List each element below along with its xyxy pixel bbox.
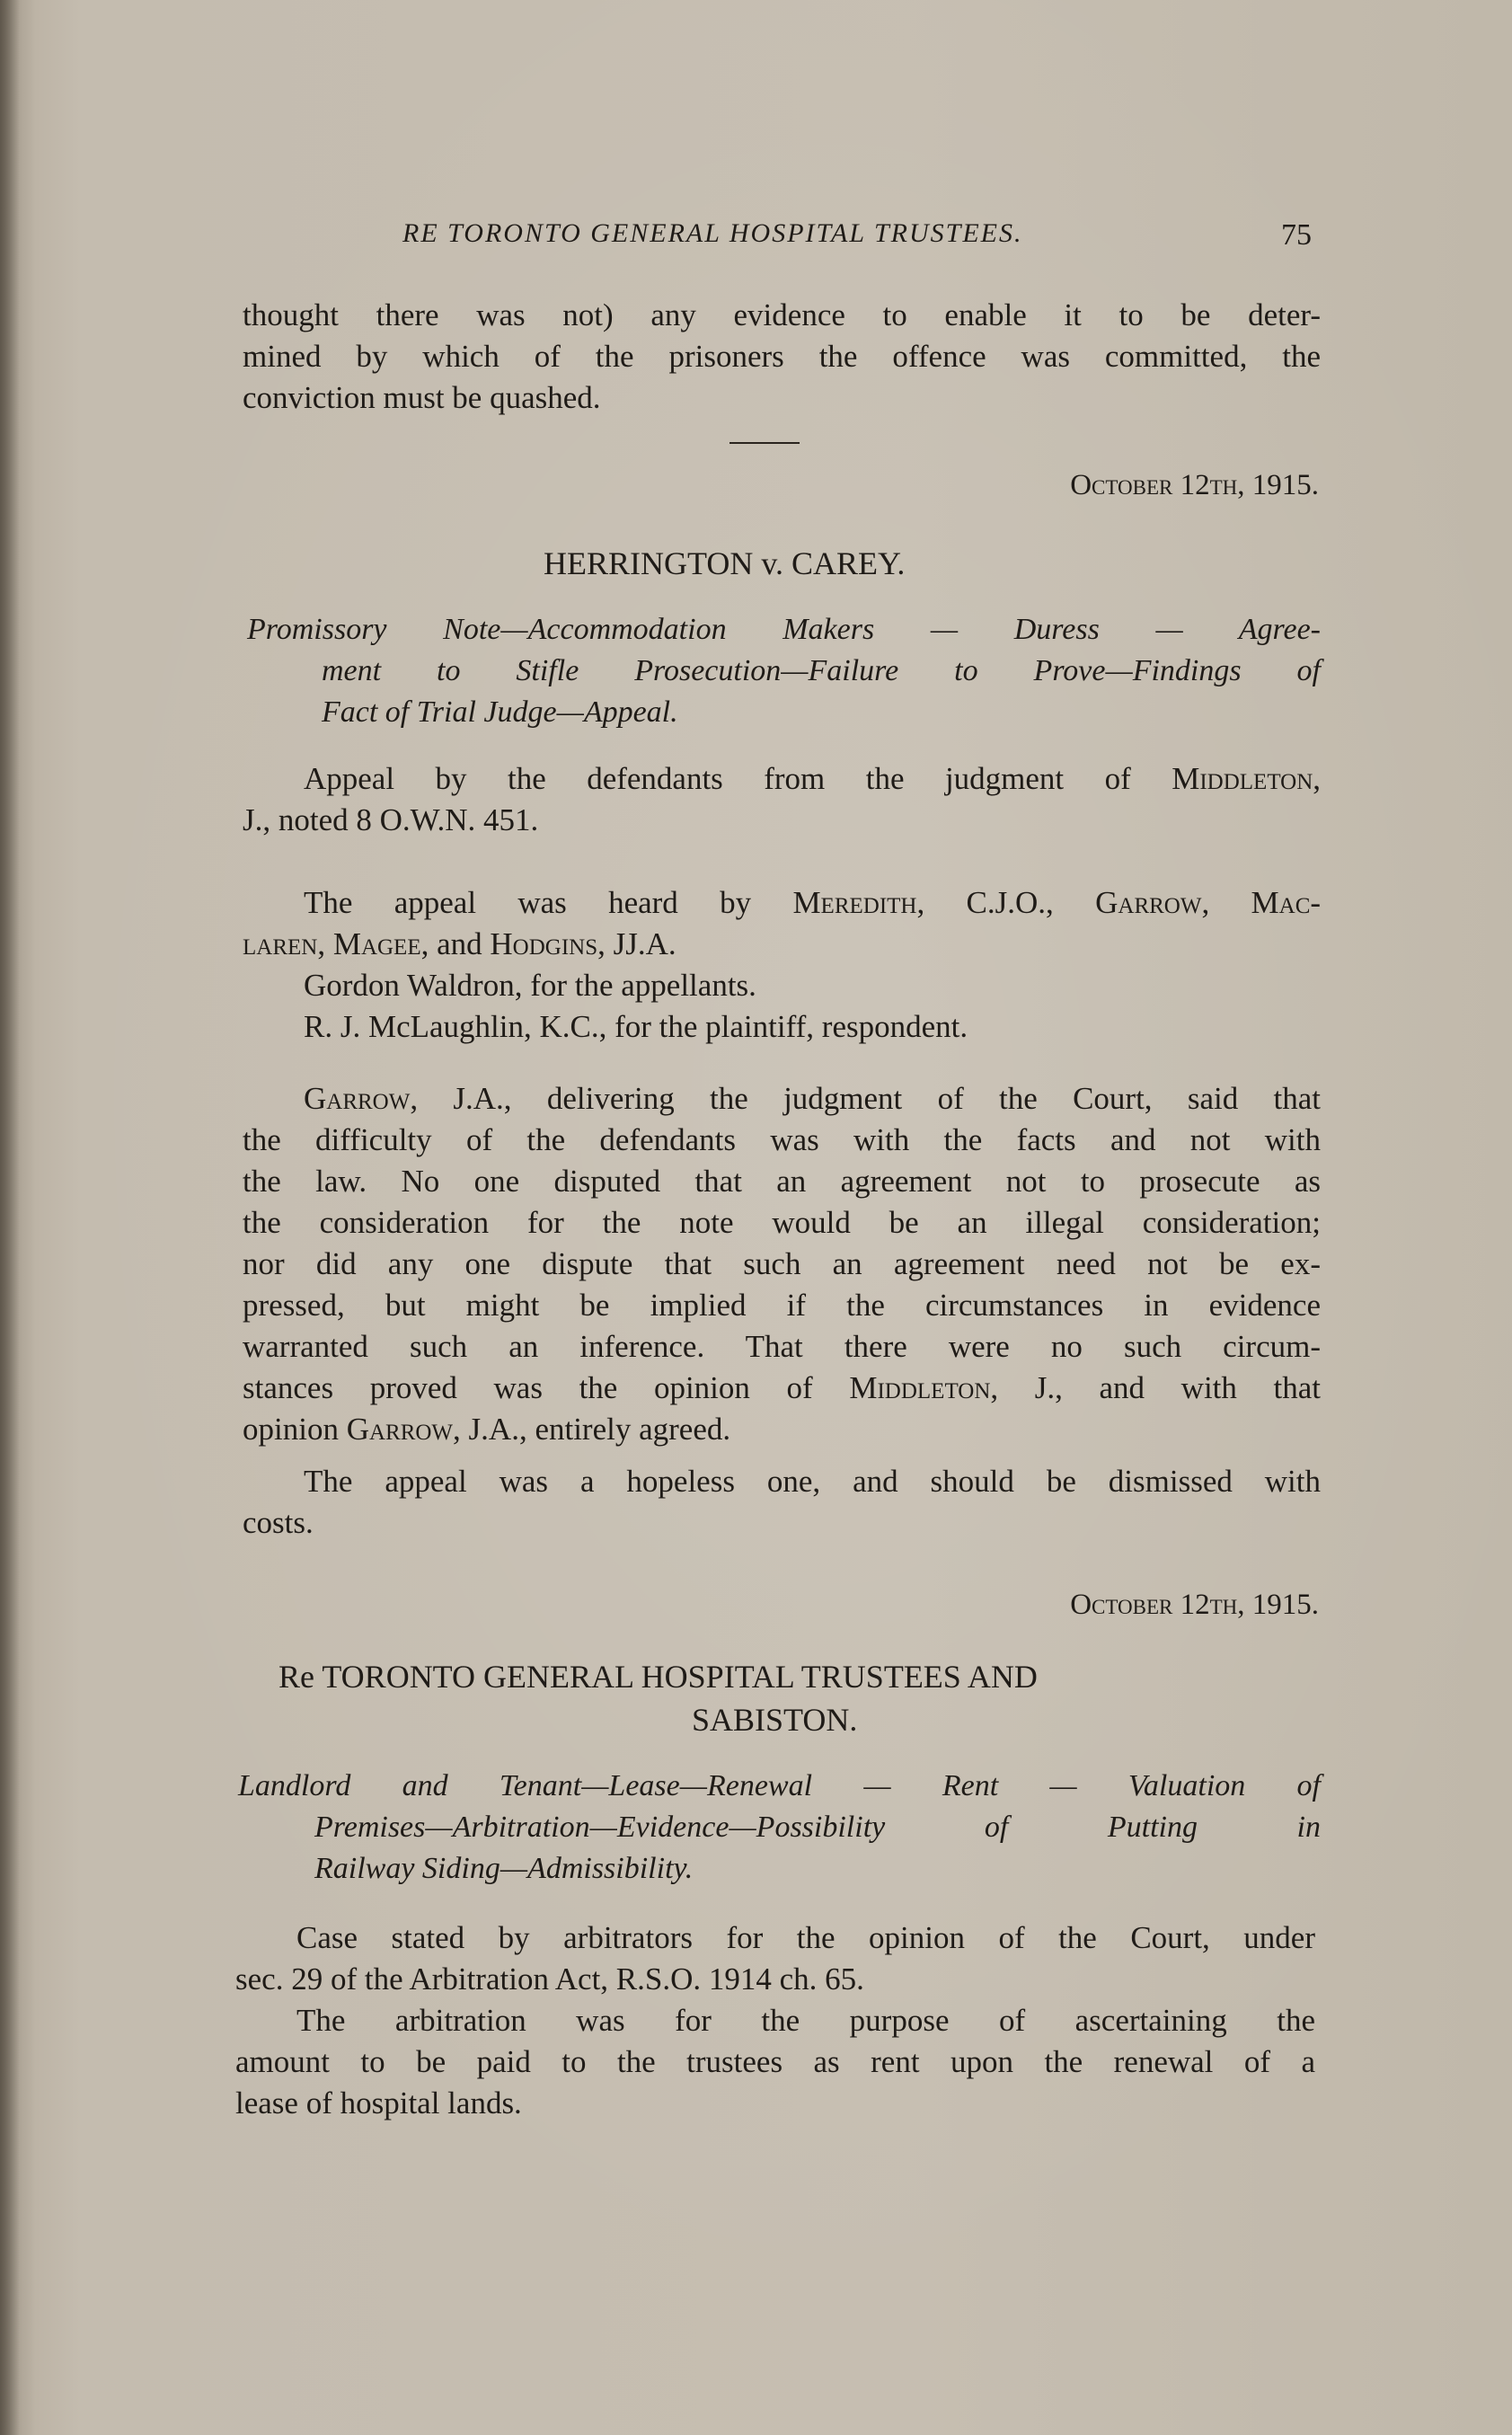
case1-catchwords-2: ment to Stifle Prosecution—Failure to Prove—Findings of: [322, 654, 1321, 687]
judgment-line-2: the difficulty of the defendants was with the facts and not with: [243, 1122, 1321, 1157]
opening-line-1: thought there was not) any evidence to enable it to be deter-: [243, 297, 1321, 332]
case2-stated-line-2: sec. 29 of the Arbitration Act, R.S.O. 1914 ch. 65.: [235, 1961, 864, 1997]
judgment-line-3: the law. No one disputed that an agreement not to prosecute as: [243, 1164, 1321, 1199]
case1-heard-line-1: [304, 882, 1321, 924]
case1-date: October 12th, 1915.: [1070, 469, 1319, 501]
judgment-text: J.A., delivering the judgment of the Court, said that: [453, 1081, 1321, 1116]
judge-name: Garrow,: [346, 1412, 461, 1447]
opening-line-3: conviction must be quashed.: [243, 380, 601, 415]
judgment-line-9: [243, 1409, 1321, 1450]
judgment-line-8: [243, 1368, 1321, 1409]
heard-text: The appeal was heard by: [304, 885, 752, 920]
heard-text: C.J.O.,: [966, 885, 1054, 920]
heard-text: JJ.A.: [613, 926, 676, 961]
case2-catchwords-3: Railway Siding—Admissibility.: [314, 1852, 694, 1885]
case2-purpose-line-2: amount to be paid to the trustees as rent upon the renewal of a: [235, 2044, 1315, 2079]
appeal-text: Appeal by the defendants from the judgment of: [304, 761, 1131, 796]
section-divider: [729, 442, 800, 444]
counsel-appellants: Gordon Waldron, for the appellants.: [304, 968, 756, 1003]
dismissal-line-1: The appeal was a hopeless one, and should be dismissed with: [304, 1464, 1321, 1499]
running-title: RE TORONTO GENERAL HOSPITAL TRUSTEES.: [402, 218, 1023, 248]
judgment-text: J.A., entirely agreed.: [468, 1412, 731, 1447]
judge-name: Garrow,: [304, 1081, 419, 1116]
judgment-line-5: nor did any one dispute that such an agreement need not be ex-: [243, 1246, 1321, 1281]
case1-appeal-line-2: J., noted 8 O.W.N. 451.: [243, 802, 539, 837]
case2-title-line-1: Re TORONTO GENERAL HOSPITAL TRUSTEES AND: [279, 1659, 1038, 1695]
case1-appeal-line-1: [304, 758, 1321, 800]
case2-purpose-line-3: lease of hospital lands.: [235, 2085, 522, 2121]
judgment-line-4: the consideration for the note would be an illegal consideration;: [243, 1205, 1321, 1240]
dismissal-line-2: costs.: [243, 1505, 314, 1540]
opening-line-2: mined by which of the prisoners the offence was committed, the: [243, 339, 1321, 374]
heard-text: and: [437, 926, 482, 961]
case2-stated-line-1: Case stated by arbitrators for the opinion of the Court, under: [296, 1920, 1315, 1955]
case1-catchwords-1: Promissory Note—Accommodation Makers — Duress — Agree-: [247, 613, 1321, 646]
case1-title: HERRINGTON v. CAREY.: [544, 545, 906, 581]
judgment-text: J., and with that: [1034, 1370, 1322, 1405]
judge-name: Middleton,: [849, 1370, 999, 1405]
page-number: 75: [1281, 218, 1312, 252]
case1-catchwords-3: Fact of Trial Judge—Appeal.: [322, 695, 678, 729]
judge-name: Mac-: [1251, 885, 1322, 920]
case2-title-line-2: SABISTON.: [692, 1702, 858, 1738]
judgment-line-7: warranted such an inference. That there were no such circum-: [243, 1329, 1321, 1364]
case1-heard-line-2: [243, 924, 1321, 965]
judgment-line-1: [304, 1078, 1321, 1120]
judge-name: Middleton,: [1172, 761, 1321, 796]
judge-name: Magee,: [332, 926, 429, 961]
case2-purpose-line-1: The arbitration was for the purpose of ascertaining the: [296, 2003, 1315, 2038]
case2-catchwords-2: Premises—Arbitration—Evidence—Possibility of Putting in: [314, 1811, 1321, 1844]
case2-date: October 12th, 1915.: [1070, 1589, 1319, 1621]
judge-name: laren,: [243, 926, 326, 961]
counsel-respondent: R. J. McLaughlin, K.C., for the plaintiff, respondent.: [304, 1009, 968, 1044]
judgment-text: opinion: [243, 1412, 339, 1447]
judge-name: Meredith,: [792, 885, 925, 920]
binding-gutter: [0, 0, 20, 2435]
judgment-text: stances proved was the opinion of: [243, 1370, 813, 1405]
judgment-line-6: pressed, but might be implied if the circumstances in evidence: [243, 1288, 1321, 1323]
judge-name: Garrow,: [1095, 885, 1210, 920]
case2-catchwords-1: Landlord and Tenant—Lease—Renewal — Rent — Valuation of: [238, 1769, 1321, 1802]
judge-name: Hodgins,: [490, 926, 606, 961]
